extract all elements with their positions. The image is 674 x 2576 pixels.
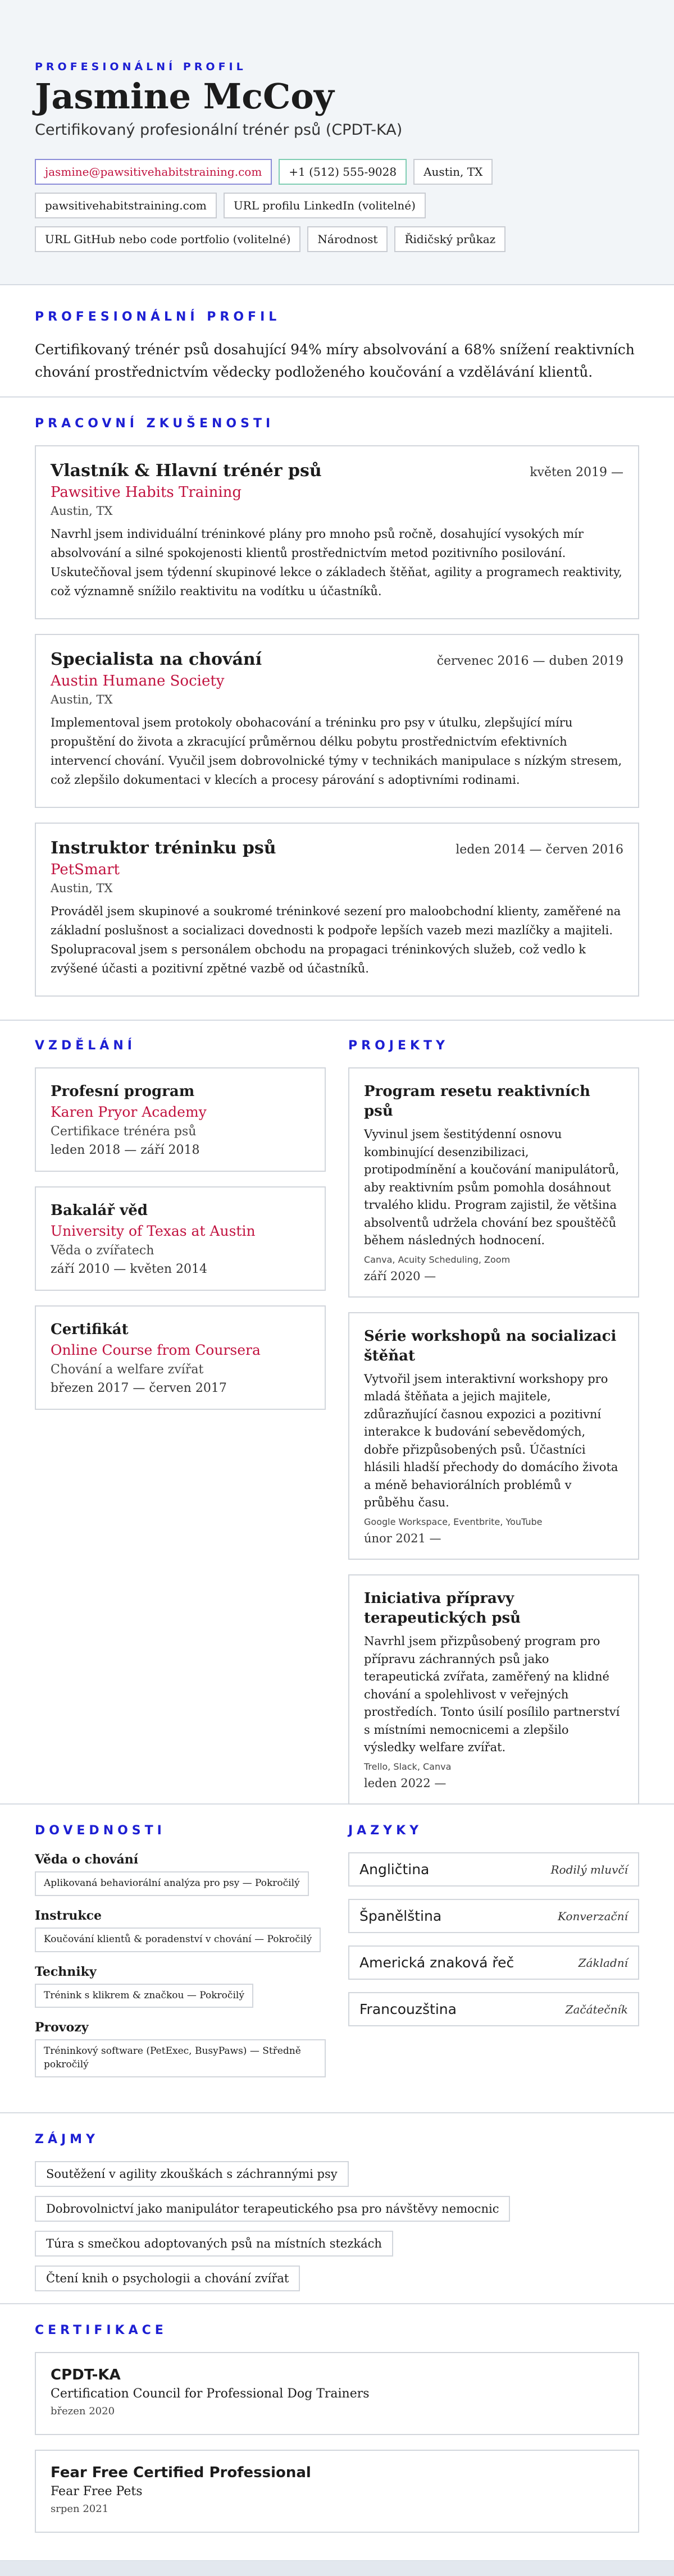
- interest-item: Dobrovolnictví jako manipulátor terapeutického psa pro návštěvy nemocnic: [35, 2196, 510, 2222]
- education-school: Karen Pryor Academy: [51, 1104, 207, 1121]
- education-field: Certifikace trénéra psů: [51, 1125, 197, 1139]
- job-dates: červenec 2016 — duben 2019: [436, 654, 623, 668]
- language-level: Rodilý mluvčí: [550, 1862, 628, 1876]
- language-name: Francouzština: [359, 2001, 457, 2017]
- language-name: Španělština: [359, 1908, 442, 1924]
- experience-heading: PRACOVNÍ ZKUŠENOSTI: [35, 417, 275, 431]
- interests-section: [0, 2113, 674, 2304]
- interest-item: Čtení knih o psychologii a chování zvířat: [35, 2266, 300, 2291]
- header-eyebrow: PROFESIONÁLNÍ PROFIL: [35, 61, 247, 73]
- projects-heading: PROJEKTY: [348, 1039, 449, 1053]
- job-title: Instruktor tréninku psů: [51, 838, 276, 858]
- location-chip: Austin, TX: [413, 159, 493, 185]
- phone-chip[interactable]: +1 (512) 555-9028: [279, 159, 407, 185]
- skill-group: [35, 2020, 326, 2077]
- education-column: [35, 1039, 326, 1779]
- certifications-section: [0, 2304, 674, 2555]
- skill-category: Věda o chování: [35, 1852, 139, 1867]
- candidate-name: Jasmine McCoy: [35, 76, 334, 117]
- language-name: Angličtina: [359, 1861, 430, 1878]
- language-row: [348, 1852, 639, 1887]
- skills-heading: DOVEDNOSTI: [35, 1824, 166, 1838]
- project-tools: Trello, Slack, Canva: [364, 1761, 452, 1772]
- skill-item: Koučování klientů & poradenství v chování — Pokročilý: [35, 1928, 321, 1952]
- certifications-heading: CERTIFIKACE: [35, 2323, 167, 2337]
- certification-date: březen 2020: [51, 2405, 115, 2417]
- education-field: Věda o zvířatech: [51, 1244, 154, 1258]
- job-company: PetSmart: [51, 861, 120, 878]
- job-location: Austin, TX: [51, 693, 113, 706]
- education-school: Online Course from Coursera: [51, 1342, 261, 1359]
- skill-group: [35, 1908, 326, 1952]
- project-card: [348, 1574, 639, 1805]
- nationality-chip: Národnost: [307, 226, 388, 252]
- project-date: září 2020 —: [364, 1269, 436, 1283]
- education-degree: Bakalář věd: [51, 1202, 148, 1220]
- languages-heading: JAZYKY: [348, 1824, 423, 1838]
- interest-item: Soutěžení v agility zkouškách s záchrannými psy: [35, 2161, 349, 2187]
- job-description: Prováděl jsem skupinové a soukromé tréninkové sezení pro maloobchodní klienty, zaměřené na základní poslušnost a socializaci dovednosti k podpoře lepších vazeb mezi mazlíčky a majiteli. Spolupracoval jsem s personálem obchodu na propagaci tréninkových služeb, což vedlo k zvýšené účasti a pozitivní zpětné vazbě od účastníků.: [51, 905, 621, 976]
- job-company: Pawsitive Habits Training: [51, 484, 242, 501]
- candidate-title: Certifikovaný profesionální trénér psů (CPDT-KA): [35, 121, 403, 139]
- certification-issuer: Fear Free Pets: [51, 2484, 143, 2499]
- linkedin-chip[interactable]: URL profilu LinkedIn (volitelné): [224, 193, 426, 218]
- languages-column: [348, 1824, 639, 2088]
- education-dates: březen 2017 — červen 2017: [51, 1381, 227, 1396]
- project-title: Iniciativa přípravy terapeutických psů: [364, 1590, 521, 1627]
- job-description: Implementoval jsem protokoly obohacování a tréninku pro psy v útulku, zlepšující míru propuštění do života a zkracující průměrnou délku pobytu prostřednictvím efektivních intervencí chování. Vyučil jsem dobrovolnické týmy v technikách manipulace s nízkým stresem, což zlepšilo dokumentaci v klecích a procesy párování s adoptivními rodinami.: [51, 716, 622, 787]
- project-date: leden 2022 —: [364, 1776, 447, 1790]
- job-title: Vlastník & Hlavní trénér psů: [51, 461, 322, 481]
- project-description: Vytvořil jsem interaktivní workshopy pro mladá štěňata a jejich majitele, zdůrazňující časnou expozici a pozitivní interakce k budování sebevědomých, dobře přizpůsobených psů. Účastníci hlásili hladší přechody do domácího života a méně behaviorálních problémů v průběhu času.: [364, 1372, 618, 1510]
- project-title: Program resetu reaktivních psů: [364, 1083, 590, 1120]
- language-name: Americká znaková řeč: [359, 1954, 514, 1971]
- job-card: [35, 445, 639, 619]
- language-level: Základní: [578, 1956, 628, 1970]
- education-heading: VZDĚLÁNÍ: [35, 1039, 136, 1053]
- education-card: [35, 1186, 326, 1291]
- certification-title: CPDT-KA: [51, 2367, 121, 2383]
- job-description: Navrhl jsem individuální tréninkové plány pro mnoho psů ročně, dosahující vysokých mír absolvování a silné spokojenosti klientů prostřednictvím metod pozitivního posilování. Uskutečňoval jsem týdenní skupinové lekce o základech štěňat, agility a programech reaktivity, což významně snížilo reaktivitu na vodítku u účastníků.: [51, 527, 622, 599]
- education-degree: Profesní program: [51, 1083, 195, 1100]
- job-dates: leden 2014 — červen 2016: [456, 843, 623, 857]
- certification-issuer: Certification Council for Professional Dog Trainers: [51, 2387, 370, 2401]
- education-dates: leden 2018 — září 2018: [51, 1143, 200, 1158]
- certification-title: Fear Free Certified Professional: [51, 2464, 311, 2481]
- summary-text: Certifikovaný trénér psů dosahující 94% míry absolvování a 68% snížení reaktivních chování prostřednictvím vědecky podloženého koučování a vzdělávání klientů.: [35, 341, 635, 380]
- job-location: Austin, TX: [51, 881, 113, 895]
- experience-section: [0, 398, 674, 1021]
- skill-item: Aplikovaná behaviorální analýza pro psy — Pokročilý: [35, 1871, 309, 1896]
- skill-category: Techniky: [35, 1964, 97, 1979]
- summary-heading: PROFESIONÁLNÍ PROFIL: [35, 310, 281, 324]
- education-school: University of Texas at Austin: [51, 1223, 256, 1240]
- interest-item: Túra s smečkou adoptovaných psů na místních stezkách: [35, 2231, 393, 2257]
- language-row: [348, 1992, 639, 2026]
- job-company: Austin Humane Society: [51, 673, 225, 689]
- license-chip: Řidičský průkaz: [394, 226, 506, 252]
- job-card: [35, 823, 639, 997]
- skill-category: Provozy: [35, 2020, 89, 2035]
- language-level: Začátečník: [565, 2002, 628, 2016]
- project-date: únor 2021 —: [364, 1531, 441, 1545]
- resume-header: [0, 0, 674, 285]
- project-card: [348, 1312, 639, 1560]
- job-dates: květen 2019 —: [530, 465, 623, 479]
- contact-chips: [35, 159, 596, 252]
- interests-heading: ZÁJMY: [35, 2132, 99, 2146]
- education-projects-section: [0, 1021, 674, 1805]
- job-title: Specialista na chování: [51, 650, 262, 669]
- language-level: Konverzační: [558, 1909, 628, 1923]
- project-title: Série workshopů na socializaci štěňat: [364, 1327, 617, 1364]
- project-tools: Google Workspace, Eventbrite, YouTube: [364, 1516, 543, 1527]
- language-row: [348, 1899, 639, 1933]
- github-chip[interactable]: URL GitHub nebo code portfolio (volitelné): [35, 226, 300, 252]
- education-dates: září 2010 — květen 2014: [51, 1262, 208, 1277]
- website-chip[interactable]: pawsitivehabitstraining.com: [35, 193, 217, 218]
- skill-item: Trénink s klikrem & značkou — Pokročilý: [35, 1984, 253, 2008]
- skill-group: [35, 1965, 326, 2008]
- education-degree: Certifikát: [51, 1321, 129, 1339]
- summary-section: [0, 285, 674, 398]
- skill-item: Tréninkový software (PetExec, BusyPaws) — Středně pokročilý: [35, 2039, 326, 2077]
- project-card: [348, 1067, 639, 1298]
- project-tools: Canva, Acuity Scheduling, Zoom: [364, 1254, 511, 1265]
- projects-column: [348, 1039, 639, 1790]
- skill-group: [35, 1852, 326, 1896]
- skills-languages-section: [0, 1805, 674, 2113]
- project-description: Navrhl jsem přizpůsobený program pro přípravu záchranných psů jako terapeutická zvířata, zaměřený na klidné chování a spolehlivost v veřejných prostředích. Tonto úsilí posílilo partnerství s místními nemocnicemi a zlepšilo výsledky welfare zvířat.: [364, 1634, 620, 1755]
- education-card: [35, 1067, 326, 1172]
- language-row: [348, 1945, 639, 1980]
- certification-card: [35, 2450, 639, 2533]
- certification-card: [35, 2352, 639, 2435]
- education-card: [35, 1305, 326, 1410]
- skills-column: [35, 1824, 326, 2088]
- job-card: [35, 634, 639, 808]
- email-chip[interactable]: jasmine@pawsitivehabitstraining.com: [35, 159, 272, 185]
- job-location: Austin, TX: [51, 504, 113, 518]
- project-description: Vyvinul jsem šestitýdenní osnovu kombinující desenzibilizaci, protipodmínění a koučování manipulátorů, aby reaktivním psům pomohla dosáhnout trvalého klidu. Program zajistil, že většina absolventů udržela chování bez spouštěčů během následných hodnocení.: [364, 1127, 620, 1248]
- skill-category: Instrukce: [35, 1908, 102, 1923]
- education-field: Chování a welfare zvířat: [51, 1363, 204, 1377]
- certification-date: srpen 2021: [51, 2503, 109, 2515]
